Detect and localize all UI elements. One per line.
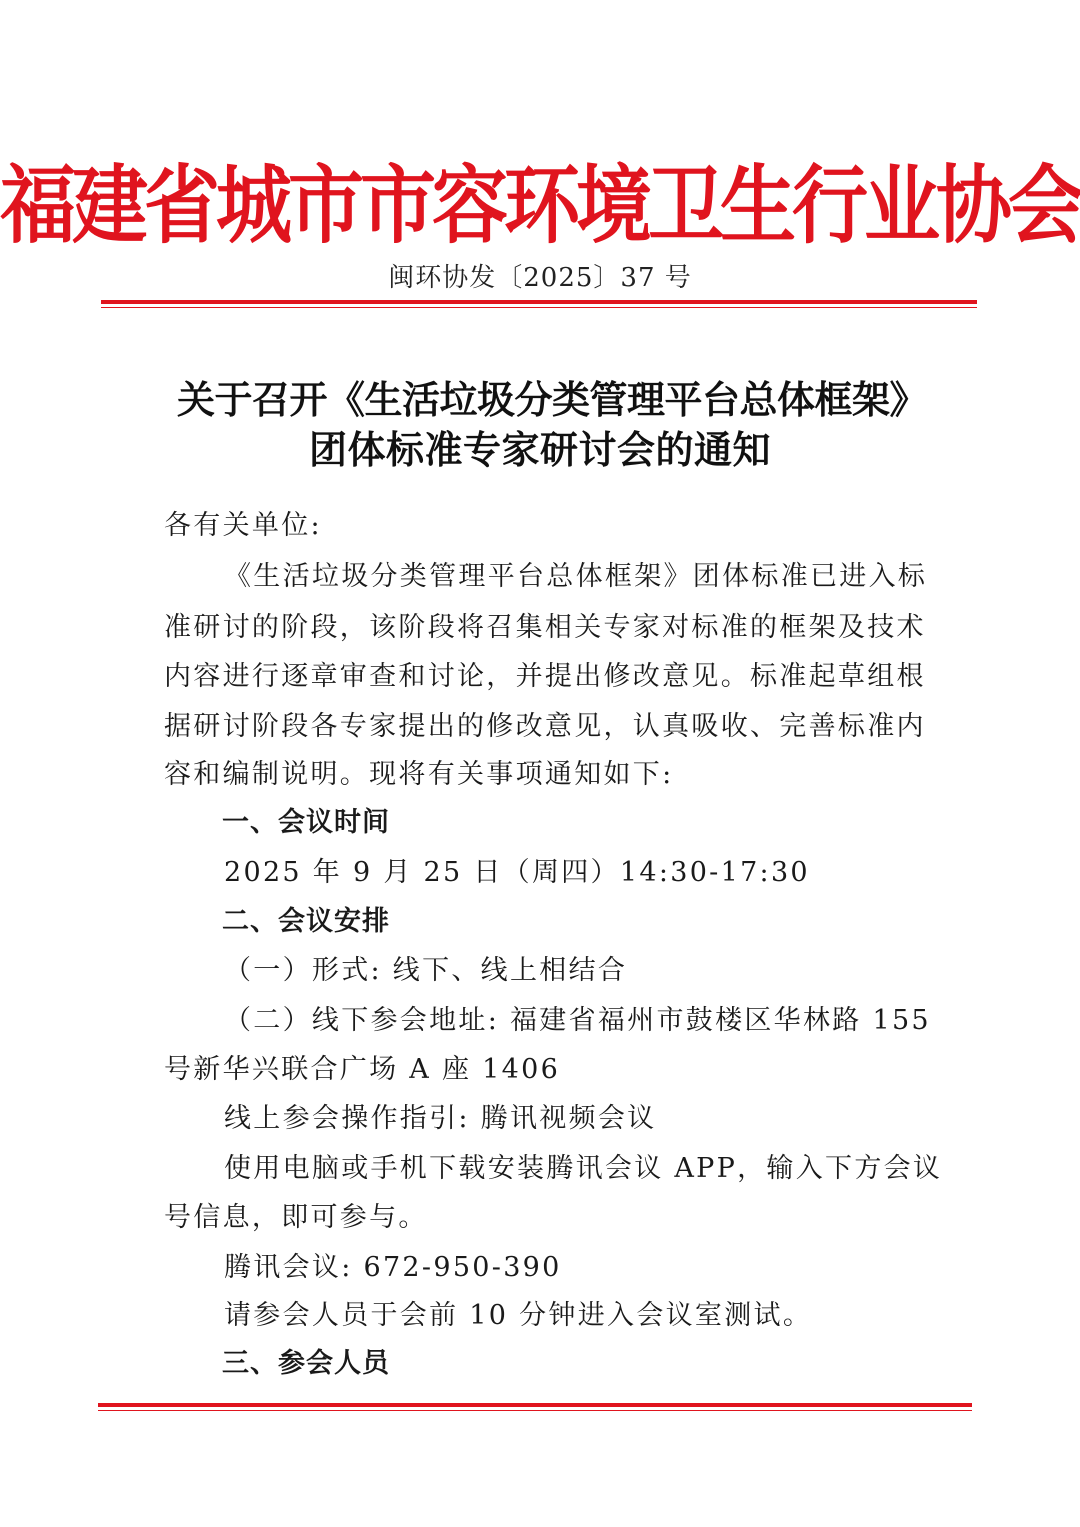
intro-paragraph-line: 容和编制说明。现将有关事项通知如下: <box>164 759 674 790</box>
intro-paragraph-line: 据研讨阶段各专家提出的修改意见，认真吸收、完善标准内 <box>164 711 926 742</box>
document-number: 闽环协发〔2025〕37 号 <box>388 263 692 293</box>
tencent-meeting-id: 腾讯会议: 672-950-390 <box>224 1252 562 1283</box>
offline-address-line-1: （二）线下参会地址: 福建省福州市鼓楼区华林路 155 <box>224 1005 931 1036</box>
header-divider <box>101 300 977 308</box>
usage-instruction-line-2: 号信息，即可参与。 <box>164 1202 428 1233</box>
notice-title-line-1: 关于召开《生活垃圾分类管理平台总体框架》 <box>176 378 927 422</box>
meeting-time-value: 2025 年 9 月 25 日（周四）14:30-17:30 <box>224 857 810 888</box>
meeting-form: （一）形式: 线下、线上相结合 <box>224 955 628 986</box>
intro-paragraph-line: 内容进行逐章审查和讨论，并提出修改意见。标准起草组根 <box>164 661 926 692</box>
online-guide: 线上参会操作指引: 腾讯视频会议 <box>224 1103 657 1134</box>
offline-address-line-2: 号新华兴联合广场 A 座 1406 <box>164 1054 561 1085</box>
intro-paragraph-line: 《生活垃圾分类管理平台总体框架》团体标准已进入标 <box>224 561 928 592</box>
salutation: 各有关单位: <box>164 510 322 541</box>
usage-instruction-line-1: 使用电脑或手机下载安装腾讯会议 APP，输入下方会议 <box>224 1153 943 1184</box>
footer-divider <box>98 1403 972 1411</box>
section-heading-meeting-time: 一、会议时间 <box>222 807 390 838</box>
issuing-organization-header: 福建省城市市容环境卫生行业协会 <box>0 155 1080 256</box>
section-heading-attendees: 三、参会人员 <box>222 1348 390 1379</box>
intro-paragraph-line: 准研讨的阶段，该阶段将召集相关专家对标准的框架及技术 <box>164 612 926 643</box>
notice-title-line-2: 团体标准专家研讨会的通知 <box>308 428 771 472</box>
test-reminder: 请参会人员于会前 10 分钟进入会议室测试。 <box>224 1300 813 1331</box>
section-heading-meeting-arrangement: 二、会议安排 <box>222 906 390 937</box>
